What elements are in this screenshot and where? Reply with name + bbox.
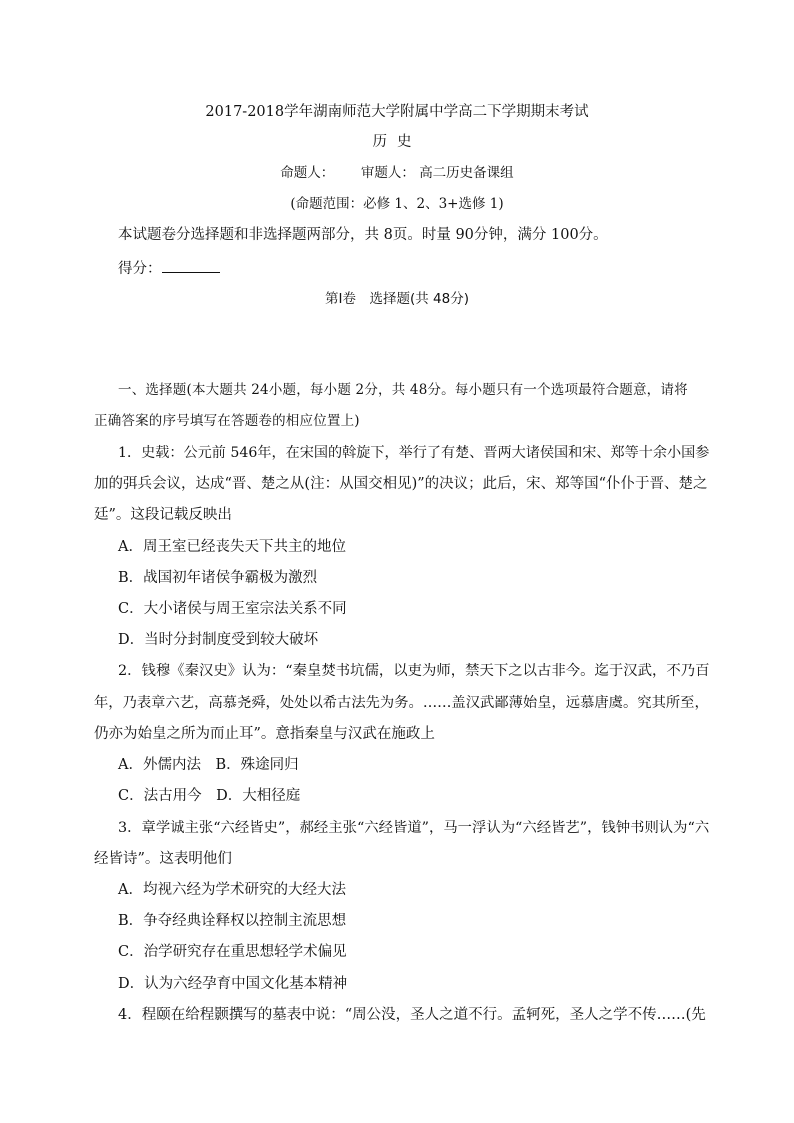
question-1-option-a: A．周王室已经丧失天下共主的地位 bbox=[118, 539, 346, 555]
part1-title: 第Ⅰ卷 选择题(共 48分) bbox=[325, 291, 469, 307]
question-3-line-2: 经皆诗”。这表明他们 bbox=[94, 851, 232, 867]
exam-title: 2017-2018学年湖南师范大学附属中学高二下学期期末考试 bbox=[205, 104, 589, 120]
question-3-option-d: D．认为六经孕育中国文化基本精神 bbox=[118, 976, 348, 992]
question-4-line-1: 4．程颐在给程颢撰写的墓表中说：“周公没，圣人之道不行。孟轲死，圣人之学不传……(先 bbox=[118, 1007, 706, 1023]
question-1-option-d: D．当时分封制度受到较大破坏 bbox=[118, 632, 319, 648]
question-2-options-cd: C．法古用今 D．大相径庭 bbox=[118, 788, 301, 804]
authors-line bbox=[0, 163, 794, 183]
question-2-line-1: 2．钱穆《秦汉史》认为：“秦皇焚书坑儒，以吏为师，禁天下之以古非今。迄于汉武，不乃百 bbox=[118, 663, 710, 679]
question-1-option-b: B．战国初年诸侯争霸极为激烈 bbox=[118, 570, 318, 586]
question-3-line-1: 3．章学诚主张“六经皆史”，郝经主张“六经皆道”，马一浮认为“六经皆艺”，钱钟书则认为“六 bbox=[118, 820, 710, 836]
question-2-options-ab: A．外儒内法 B．殊途同归 bbox=[118, 757, 299, 773]
question-3-option-c: C．治学研究存在重思想轻学术偏见 bbox=[118, 944, 347, 960]
exam-scope: (命题范围：必修 1、2、3+选修 1) bbox=[290, 196, 504, 212]
reviewer-label: 审题人： bbox=[360, 165, 415, 181]
question-1-line-2: 加的弭兵会议，达成“晋、楚之从(注：从国交相见)”的决议；此后，宋、郑等国“仆仆于晋、楚之 bbox=[94, 476, 708, 492]
reviewer-value: 高二历史备课组 bbox=[419, 165, 514, 181]
score-blank bbox=[162, 258, 220, 273]
subject-title: 历史 bbox=[372, 134, 422, 150]
question-1-option-c: C．大小诸侯与周王室宗法关系不同 bbox=[118, 601, 347, 617]
instructions-line-2: 正确答案的序号填写在答题卷的相应位置上) bbox=[94, 413, 360, 429]
question-3-option-a: A．均视六经为学术研究的大经大法 bbox=[118, 882, 346, 898]
instructions-line-1: 一、选择题(本大题共 24小题，每小题 2分，共 48分。每小题只有一个选项最符合题意，请将 bbox=[118, 382, 688, 398]
score-line bbox=[118, 258, 220, 279]
question-1-line-1: 1．史载：公元前 546年，在宋国的斡旋下，举行了有楚、晋两大诸侯国和宋、郑等十余小国参 bbox=[118, 445, 710, 461]
question-2-line-2: 年，乃表章六艺，高慕尧舜，处处以希古法先为务。……盖汉武鄙薄始皇，远慕唐虞。究其所至， bbox=[94, 695, 709, 711]
score-label: 得分： bbox=[118, 261, 162, 277]
exam-intro: 本试题卷分选择题和非选择题两部分，共 8页。时量 90分钟，满分 100分。 bbox=[118, 227, 608, 243]
question-1-line-3: 廷”。这段记载反映出 bbox=[94, 507, 232, 523]
question-3-option-b: B．争夺经典诠释权以控制主流思想 bbox=[118, 913, 347, 929]
question-2-line-3: 仍亦为始皇之所为而止耳”。意指秦皇与汉武在施政上 bbox=[94, 726, 435, 742]
author-label: 命题人： bbox=[280, 165, 335, 181]
